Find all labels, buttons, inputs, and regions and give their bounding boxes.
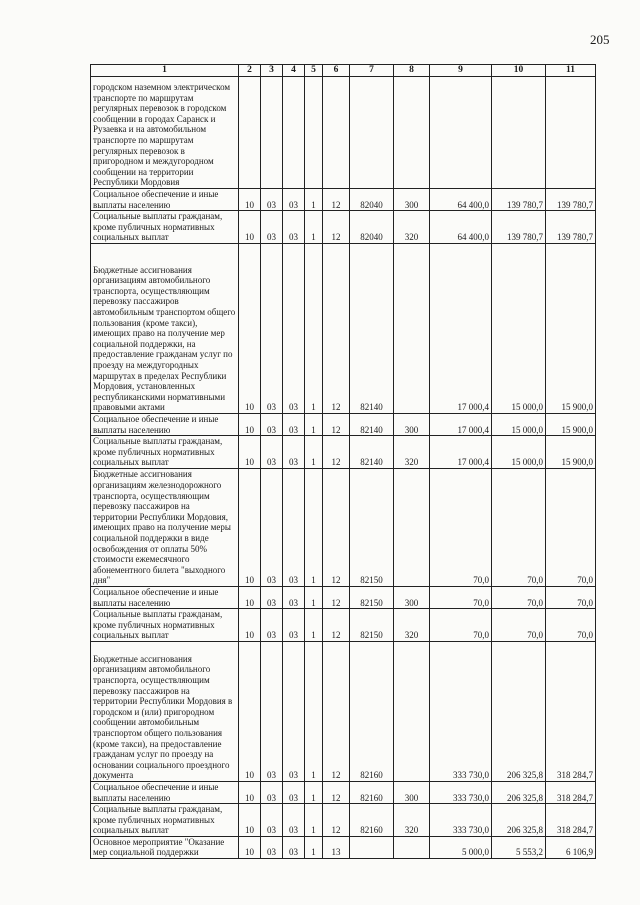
cell-col-3: 03 xyxy=(261,781,283,803)
cell-col-11: 318 284,7 xyxy=(546,641,596,781)
cell-col-3: 03 xyxy=(261,436,283,469)
table-row xyxy=(91,211,596,244)
cell-col-3: 03 xyxy=(261,413,283,435)
cell-col-7: 82160 xyxy=(350,781,394,803)
cell-col-9: 70,0 xyxy=(430,609,492,642)
table-row xyxy=(91,641,596,781)
cell-col-5: 1 xyxy=(305,189,323,211)
cell-col-11: 15 900,0 xyxy=(546,243,596,413)
cell-col-4: 03 xyxy=(283,413,305,435)
cell-col-4: 03 xyxy=(283,781,305,803)
cell-col-2: 10 xyxy=(239,189,261,211)
cell-col-4: 03 xyxy=(283,641,305,781)
cell-col-3: 03 xyxy=(261,836,283,858)
row-description: Социальные выплаты гражданам, кроме публичных нормативных социальных выплат xyxy=(91,804,239,837)
table-row xyxy=(91,468,596,586)
cell-col-9: 64 400,0 xyxy=(430,211,492,244)
row-description: Социальное обеспечение и иные выплаты населению xyxy=(91,189,239,211)
cell-col-2: 10 xyxy=(239,641,261,781)
cell-col-5: 1 xyxy=(305,804,323,837)
cell-col-2: 10 xyxy=(239,836,261,858)
cell-col-8 xyxy=(394,243,430,413)
cell-col-11: 70,0 xyxy=(546,609,596,642)
cell-col-10: 206 325,8 xyxy=(492,781,546,803)
cell-col-9: 5 000,0 xyxy=(430,836,492,858)
cell-col-10: 15 000,0 xyxy=(492,413,546,435)
row-description: Бюджетные ассигнования организациям автомобильного транспорта, осуществляющим перевозку пассажиров на территории Республики Мордовия в городском и (или) пригородном сообщении автомобильным транспортом общего пользования (кроме такси), на предоставление гражданам услуг по проезду на основании социального проездного документа xyxy=(91,641,239,781)
table-row xyxy=(91,436,596,469)
cell-col-4: 03 xyxy=(283,468,305,586)
cell-col-8: 300 xyxy=(394,781,430,803)
cell-col-3: 03 xyxy=(261,609,283,642)
cell-col-11: 139 780,7 xyxy=(546,189,596,211)
column-header-1: 1 xyxy=(91,65,239,77)
column-header-9: 9 xyxy=(430,65,492,77)
table-row xyxy=(91,804,596,837)
cell-col-11: 139 780,7 xyxy=(546,211,596,244)
row-description: Социальное обеспечение и иные выплаты населению xyxy=(91,413,239,435)
column-header-6: 6 xyxy=(323,65,350,77)
cell-col-2: 10 xyxy=(239,413,261,435)
cell-col-2 xyxy=(239,77,261,189)
cell-col-4: 03 xyxy=(283,189,305,211)
cell-col-9: 64 400,0 xyxy=(430,189,492,211)
cell-col-8 xyxy=(394,836,430,858)
cell-col-10: 15 000,0 xyxy=(492,243,546,413)
cell-col-3: 03 xyxy=(261,211,283,244)
cell-col-8: 300 xyxy=(394,189,430,211)
table-row xyxy=(91,243,596,413)
cell-col-8: 320 xyxy=(394,609,430,642)
cell-col-4: 03 xyxy=(283,243,305,413)
cell-col-7: 82160 xyxy=(350,641,394,781)
cell-col-8: 320 xyxy=(394,436,430,469)
cell-col-5: 1 xyxy=(305,211,323,244)
page-number: 205 xyxy=(590,32,610,47)
cell-col-6: 12 xyxy=(323,781,350,803)
cell-col-11: 15 900,0 xyxy=(546,413,596,435)
cell-col-4: 03 xyxy=(283,586,305,608)
row-description: Бюджетные ассигнования организациям железнодорожного транспорта, осуществляющим перевозку пассажиров на территории Республики Мордовия, имеющих право на получение меры социальной поддержки в виде освобождения от оплаты 50% стоимости ежемесячного абонементного билета "выходного дня" xyxy=(91,468,239,586)
cell-col-10: 139 780,7 xyxy=(492,189,546,211)
cell-col-11: 70,0 xyxy=(546,468,596,586)
cell-col-6: 13 xyxy=(323,836,350,858)
budget-table xyxy=(90,64,596,859)
row-description: Социальное обеспечение и иные выплаты населению xyxy=(91,781,239,803)
cell-col-2: 10 xyxy=(239,609,261,642)
cell-col-10: 5 553,2 xyxy=(492,836,546,858)
table-row xyxy=(91,609,596,642)
cell-col-11: 70,0 xyxy=(546,586,596,608)
header-row xyxy=(91,65,596,77)
cell-col-4 xyxy=(283,77,305,189)
cell-col-5: 1 xyxy=(305,836,323,858)
table-row xyxy=(91,413,596,435)
cell-col-5: 1 xyxy=(305,468,323,586)
row-description: Социальные выплаты гражданам, кроме публичных нормативных социальных выплат xyxy=(91,436,239,469)
cell-col-9: 17 000,4 xyxy=(430,243,492,413)
row-description: Бюджетные ассигнования организациям автомобильного транспорта, осуществляющим перевозку пассажиров автомобильным транспортом общего пользования (кроме такси), имеющих право на получение мер социальной поддержки, на предоставление гражданам услуг по проезду на междугородных маршрутах в пределах Республики Мордовия, установленных республиканскими нормативными правовыми актами xyxy=(91,243,239,413)
row-description: Социальные выплаты гражданам, кроме публичных нормативных социальных выплат xyxy=(91,211,239,244)
cell-col-10: 139 780,7 xyxy=(492,211,546,244)
cell-col-2: 10 xyxy=(239,468,261,586)
column-header-4: 4 xyxy=(283,65,305,77)
cell-col-6 xyxy=(323,77,350,189)
cell-col-6: 12 xyxy=(323,609,350,642)
cell-col-8: 320 xyxy=(394,211,430,244)
table-row xyxy=(91,77,596,189)
cell-col-5: 1 xyxy=(305,781,323,803)
cell-col-8 xyxy=(394,641,430,781)
cell-col-7: 82040 xyxy=(350,189,394,211)
cell-col-6: 12 xyxy=(323,436,350,469)
cell-col-10: 70,0 xyxy=(492,609,546,642)
cell-col-3 xyxy=(261,77,283,189)
cell-col-7 xyxy=(350,77,394,189)
cell-col-6: 12 xyxy=(323,804,350,837)
row-description: Основное мероприятие "Оказание мер социальной поддержки xyxy=(91,836,239,858)
cell-col-4: 03 xyxy=(283,436,305,469)
cell-col-5: 1 xyxy=(305,586,323,608)
cell-col-9: 70,0 xyxy=(430,586,492,608)
cell-col-3: 03 xyxy=(261,468,283,586)
cell-col-6: 12 xyxy=(323,586,350,608)
cell-col-2: 10 xyxy=(239,781,261,803)
cell-col-2: 10 xyxy=(239,586,261,608)
cell-col-9: 17 000,4 xyxy=(430,436,492,469)
cell-col-8: 320 xyxy=(394,804,430,837)
cell-col-10: 15 000,0 xyxy=(492,436,546,469)
column-header-2: 2 xyxy=(239,65,261,77)
cell-col-9: 17 000,4 xyxy=(430,413,492,435)
cell-col-2: 10 xyxy=(239,243,261,413)
cell-col-8 xyxy=(394,77,430,189)
cell-col-5: 1 xyxy=(305,243,323,413)
cell-col-8: 300 xyxy=(394,586,430,608)
cell-col-3: 03 xyxy=(261,243,283,413)
cell-col-7: 82040 xyxy=(350,211,394,244)
cell-col-3: 03 xyxy=(261,586,283,608)
cell-col-6: 12 xyxy=(323,211,350,244)
cell-col-4: 03 xyxy=(283,836,305,858)
cell-col-9: 333 730,0 xyxy=(430,641,492,781)
cell-col-10: 70,0 xyxy=(492,586,546,608)
cell-col-3: 03 xyxy=(261,804,283,837)
cell-col-2: 10 xyxy=(239,436,261,469)
cell-col-3: 03 xyxy=(261,189,283,211)
cell-col-5: 1 xyxy=(305,436,323,469)
cell-col-6: 12 xyxy=(323,641,350,781)
cell-col-9: 70,0 xyxy=(430,468,492,586)
cell-col-5: 1 xyxy=(305,609,323,642)
column-header-7: 7 xyxy=(350,65,394,77)
table-body xyxy=(91,77,596,859)
cell-col-11: 6 106,9 xyxy=(546,836,596,858)
cell-col-11 xyxy=(546,77,596,189)
cell-col-11: 15 900,0 xyxy=(546,436,596,469)
cell-col-7: 82140 xyxy=(350,413,394,435)
cell-col-7: 82140 xyxy=(350,243,394,413)
column-header-3: 3 xyxy=(261,65,283,77)
column-header-8: 8 xyxy=(394,65,430,77)
cell-col-7 xyxy=(350,836,394,858)
cell-col-4: 03 xyxy=(283,211,305,244)
row-description: Социальное обеспечение и иные выплаты населению xyxy=(91,586,239,608)
cell-col-9: 333 730,0 xyxy=(430,781,492,803)
cell-col-2: 10 xyxy=(239,211,261,244)
cell-col-5: 1 xyxy=(305,413,323,435)
cell-col-9 xyxy=(430,77,492,189)
cell-col-7: 82140 xyxy=(350,436,394,469)
cell-col-4: 03 xyxy=(283,609,305,642)
column-header-11: 11 xyxy=(546,65,596,77)
cell-col-6: 12 xyxy=(323,243,350,413)
cell-col-7: 82150 xyxy=(350,609,394,642)
table-row xyxy=(91,781,596,803)
cell-col-5 xyxy=(305,77,323,189)
cell-col-10 xyxy=(492,77,546,189)
cell-col-4: 03 xyxy=(283,804,305,837)
cell-col-7: 82160 xyxy=(350,804,394,837)
table-row xyxy=(91,836,596,858)
cell-col-7: 82150 xyxy=(350,586,394,608)
cell-col-2: 10 xyxy=(239,804,261,837)
table-row xyxy=(91,189,596,211)
cell-col-10: 206 325,8 xyxy=(492,641,546,781)
cell-col-6: 12 xyxy=(323,189,350,211)
cell-col-3: 03 xyxy=(261,641,283,781)
cell-col-10: 206 325,8 xyxy=(492,804,546,837)
column-header-5: 5 xyxy=(305,65,323,77)
cell-col-9: 333 730,0 xyxy=(430,804,492,837)
cell-col-8: 300 xyxy=(394,413,430,435)
cell-col-7: 82150 xyxy=(350,468,394,586)
table-row xyxy=(91,586,596,608)
cell-col-11: 318 284,7 xyxy=(546,781,596,803)
cell-col-6: 12 xyxy=(323,413,350,435)
cell-col-10: 70,0 xyxy=(492,468,546,586)
row-description: городском наземном электрическом транспорте по маршрутам регулярных перевозок в городском сообщении в городах Саранск и Рузаевка и на автомобильном транспорте по маршрутам регулярных перевозок в пригородном и междугородном сообщении на территории Республики Мордовия xyxy=(91,77,239,189)
cell-col-8 xyxy=(394,468,430,586)
cell-col-5: 1 xyxy=(305,641,323,781)
column-header-10: 10 xyxy=(492,65,546,77)
cell-col-6: 12 xyxy=(323,468,350,586)
cell-col-11: 318 284,7 xyxy=(546,804,596,837)
row-description: Социальные выплаты гражданам, кроме публичных нормативных социальных выплат xyxy=(91,609,239,642)
